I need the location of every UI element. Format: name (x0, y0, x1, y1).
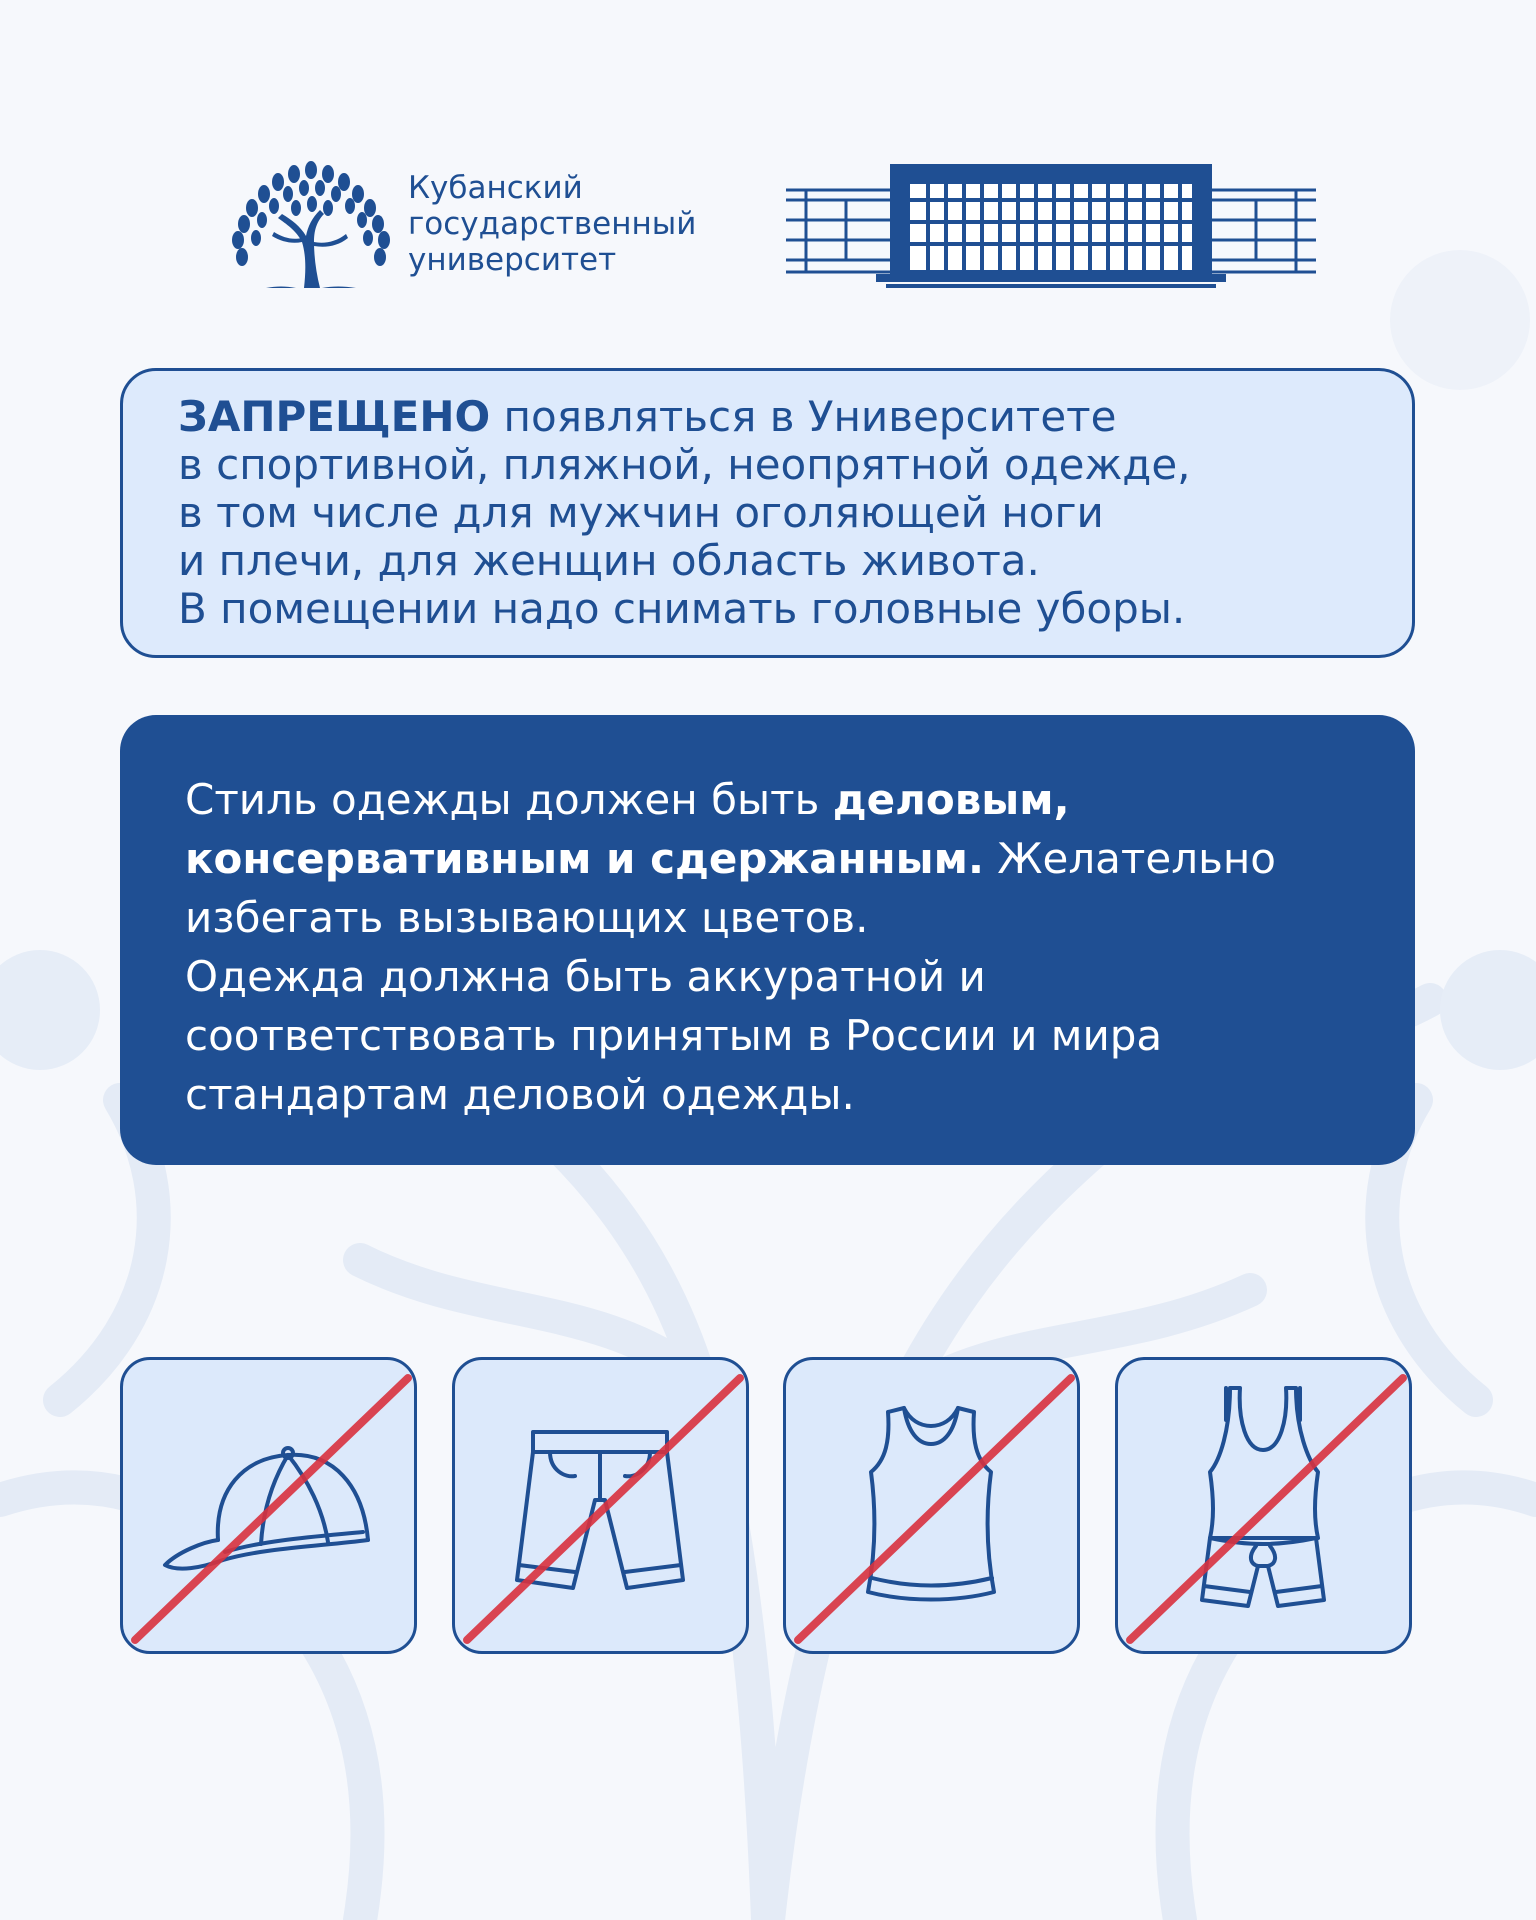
style-line-bold: деловым, (832, 775, 1070, 824)
tree-logo-icon (226, 160, 396, 290)
forbidden-clothing-card (120, 368, 1415, 658)
style-line (185, 770, 1375, 829)
forbidden-line: в спортивной, пляжной, неопрятной одежде, (178, 440, 1191, 489)
style-line-text: Стиль одежды должен быть (185, 775, 833, 824)
style-line: соответствовать принятым в России и мира (185, 1011, 1163, 1060)
forbidden-line: в том числе для мужчин оголяющей ноги (178, 488, 1104, 537)
dress-style-card (120, 715, 1415, 1165)
forbidden-items-row (120, 1357, 1415, 1657)
style-line (185, 829, 1375, 888)
cap-icon (123, 1360, 414, 1651)
university-name (408, 170, 696, 278)
university-name-line: Кубанский (408, 170, 583, 206)
style-line: Одежда должна быть аккуратной и (185, 952, 986, 1001)
shorts-icon (455, 1360, 746, 1651)
swimsuit-forbidden-icon (1115, 1357, 1412, 1654)
university-name-line: университет (408, 242, 617, 278)
forbidden-line: В помещении надо снимать головные уборы. (178, 584, 1186, 633)
tank-top-forbidden-icon (783, 1357, 1080, 1654)
style-line-text: Желательно (983, 834, 1276, 883)
forbidden-line (178, 393, 1372, 441)
forbidden-line: и плечи, для женщин область живота. (178, 536, 1040, 585)
style-line: стандартам деловой одежды. (185, 1070, 855, 1119)
style-line-bold: консервативным и сдержанным. (185, 834, 984, 883)
forbidden-line-text: появляться в Университете (490, 392, 1117, 441)
header (226, 160, 1326, 300)
swimsuit-icon (1118, 1360, 1409, 1651)
style-line: избегать вызывающих цветов. (185, 893, 869, 942)
university-name-line: государственный (408, 206, 697, 242)
shorts-forbidden-icon (452, 1357, 749, 1654)
forbidden-lead: ЗАПРЕЩЕНО (178, 392, 491, 441)
university-building-icon (786, 160, 1316, 290)
tank-top-icon (786, 1360, 1077, 1651)
cap-forbidden-icon (120, 1357, 417, 1654)
